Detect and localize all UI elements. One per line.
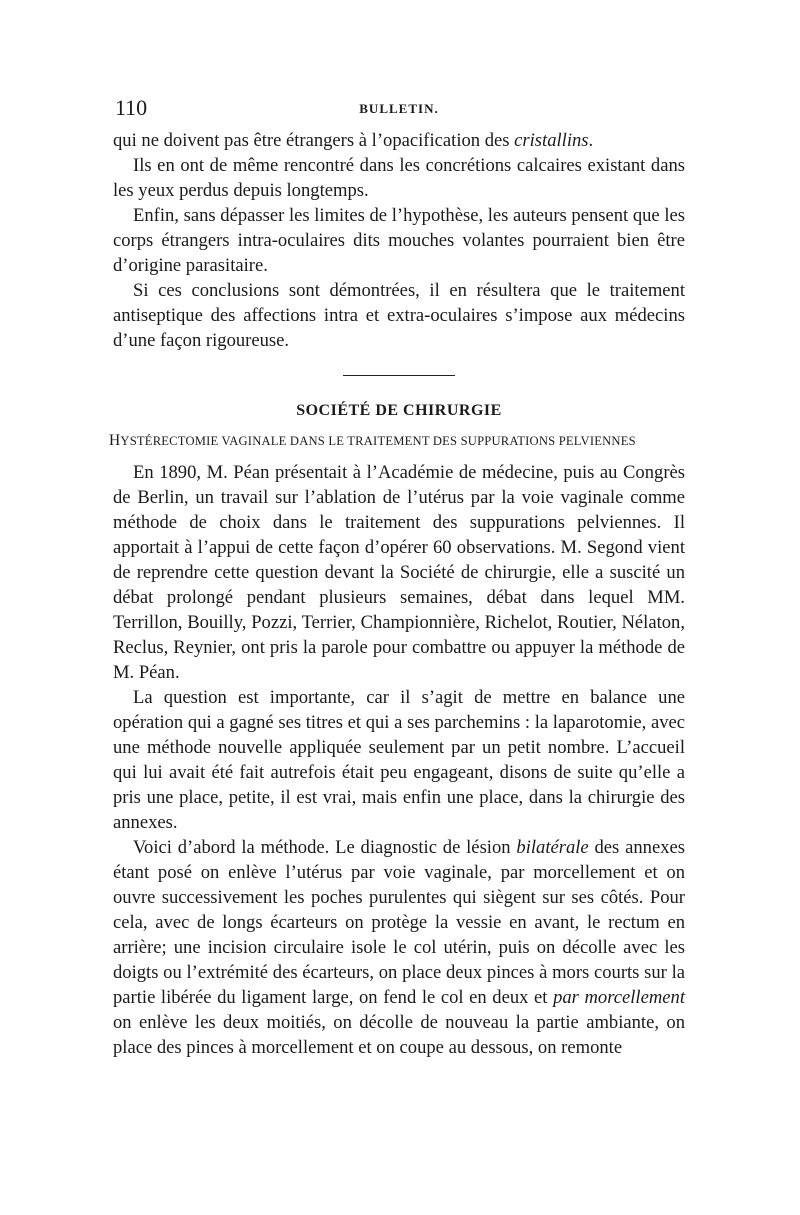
subsection-initial: H: [109, 432, 121, 449]
paragraph: Enfin, sans dépasser les limites de l’hypothèse, les auteurs pensent que les corps étrangers intra-oculaires dits mouches volantes pourraient bien être d’origine parasitaire.: [113, 205, 685, 276]
paragraph: Ils en ont de même rencontré dans les concrétions calcaires existant dans les yeux perdus depuis longtemps.: [113, 155, 685, 201]
section-body: [113, 460, 685, 1060]
running-header: [113, 94, 685, 122]
running-title: BULLETIN.: [359, 101, 439, 116]
italic-term: bilatérale: [516, 837, 589, 858]
paragraph-text: Voici d’abord la méthode. Le diagnostic de lésion: [133, 837, 517, 858]
subsection-title: [109, 432, 685, 450]
paragraph-text: qui ne doivent pas être étrangers à l’opacification des: [113, 130, 515, 151]
paragraph-text: des annexes étant posé on enlève l’utérus par voie vaginale, par morcellement et on ouvre successivement les poches purulentes qui siègent sur ses côtés. Pour cela, avec de longs écarteurs on protège la vessie en avant, le rectum en arrière; une incision circulaire isole le col utérin, puis on décolle avec les doigts ou l’extrémité des écarteurs, on place deux pinces à mors courts sur la partie libérée du ligament large, on fend le col en deux et: [113, 837, 685, 1008]
italic-term: cristallins: [514, 130, 589, 151]
paragraph: La question est importante, car il s’agit de mettre en balance une opération qui a gagné ses titres et qui a ses parchemins : la laparotomie, avec une méthode nouvelle appliquée seulement par un petit nombre. L’accueil qui lui avait été fait autrefois était peu engageant, disons de suite qu’elle a pris une place, petite, il est vrai, mais enfin une place, dans la chirurgie des annexes.: [113, 687, 685, 833]
paragraph: [113, 835, 685, 1060]
body-text: [109, 128, 685, 1060]
paragraph: Si ces conclusions sont démontrées, il en résultera que le traitement antiseptique des affections intra et extra-oculaires s’impose aux médecins d’une façon rigoureuse.: [113, 280, 685, 351]
paragraph-text: .: [588, 130, 594, 151]
italic-term: par morcellement: [553, 987, 685, 1008]
section-title: SOCIÉTÉ DE CHIRURGIE: [296, 402, 502, 419]
section-divider: [343, 375, 455, 376]
subsection-text: YSTÉRECTOMIE VAGINALE DANS LE TRAITEMENT DES SUPPURATIONS PELVIENNES: [120, 434, 636, 448]
document-page: [109, 94, 685, 1060]
page-number: 110: [115, 95, 148, 120]
paragraph: [113, 128, 685, 153]
paragraph: En 1890, M. Péan présentait à l’Académie de médecine, puis au Congrès de Berlin, un travail sur l’ablation de l’utérus par la voie vaginale comme méthode de choix dans le traitement des suppurations pelviennes. Il apportait à l’appui de cette façon d’opérer 60 observations. M. Segond vient de reprendre cette question devant la Société de chirurgie, elle a suscité un débat prolongé pendant plusieurs semaines, débat dans lequel MM. Terrillon, Bouilly, Pozzi, Terrier, Championnière, Richelot, Routier, Nélaton, Reclus, Reynier, ont pris la parole pour combattre ou appuyer la méthode de M. Péan.: [113, 462, 685, 683]
paragraph-text: on enlève les deux moitiés, on décolle de nouveau la partie ambiante, on place des pinces à morcellement et on coupe au dessous, on remonte: [113, 1012, 685, 1058]
